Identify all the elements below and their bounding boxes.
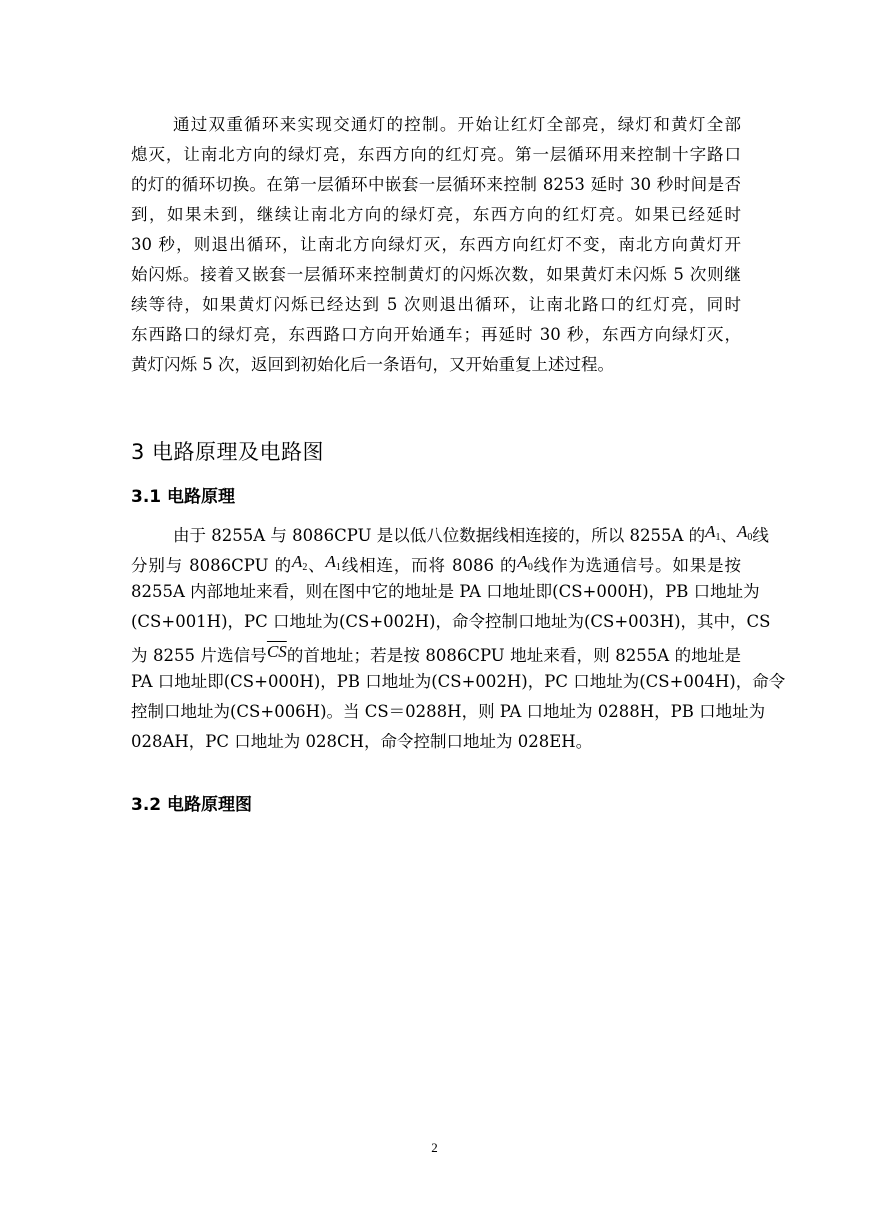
math-subscript: 2 [302,562,308,573]
math-subscript: 0 [747,532,753,543]
math-symbol [326,552,341,571]
math-symbol [292,552,307,571]
text-line: PA 口地址即(CS+000H)，PB 口地址为(CS+002H)，PC 口地址为(CS+004H)，命令 [131,672,786,691]
text-line [131,517,769,547]
math-symbol [705,522,720,541]
text-line: 30 秒，则退出循环，让南北方向绿灯灭，东西方向红灯不变，南北方向黄灯开 [131,235,741,254]
text-segment: 由于 8255A 与 8086CPU 是以低八位数据线相连接的，所以 8255A 的 [173,526,706,545]
text-line: 通过双重循环来实现交通灯的控制。开始让红灯全部亮，绿灯和黄灯全部 [173,115,741,134]
paragraph-control-logic [131,110,741,380]
text-line: 熄灭，让南北方向的绿灯亮，东西方向的红灯亮。第一层循环用来控制十字路口 [131,145,741,164]
text-line: 续等待，如果黄灯闪烁已经达到 5 次则退出循环，让南北路口的红灯亮，同时 [131,295,741,314]
text-line: 8255A 内部地址来看，则在图中它的地址是 PA 口地址即(CS+000H)，PB 口地址为 [131,582,760,601]
text-line: (CS+001H)，PC 口地址为(CS+002H)，命令控制口地址为(CS+003H)，其中，CS [131,612,771,631]
text-line: 黄灯闪烁 5 次，返回到初始化后一条语句，又开始重复上述过程。 [131,355,614,374]
text-segment: 线作为选通信号。如果是按 [532,556,742,575]
subsection-heading-3-2: 3.2 电路原理图 [131,795,253,815]
text-line: 控制口地址为(CS+006H)。当 CS＝0288H，则 PA 口地址为 0288H，PB 口地址为 [131,702,766,721]
text-segment: 分别与 8086CPU 的 [131,556,292,575]
text-segment: 为 8255 片选信号 [131,646,267,665]
text-line: 的灯的循环切换。在第一层循环中嵌套一层循环来控制 8253 延时 30 秒时间是否 [131,175,741,194]
text-segment: 、 [720,526,738,545]
chip-select-signal: $\overline{CS}$ [266,642,287,661]
text-line: 到，如果未到，继续让南北方向的绿灯亮，东西方向的红灯亮。如果已经延时 [131,205,741,224]
text-segment: 线相连，而将 8086 的 [340,556,518,575]
math-symbol [517,552,532,571]
subsection-heading-3-1: 3.1 电路原理 [131,487,236,507]
math-subscript: 1 [715,532,721,543]
text-segment: 的首地址；若是按 8086CPU 地址来看，则 8255A 的地址是 [286,646,741,665]
math-letter: A [517,552,528,571]
text-line: 始闪烁。接着又嵌套一层循环来控制黄灯的闪烁次数，如果黄灯未闪烁 5 次则继 [131,265,741,284]
paragraph-circuit-principle [131,517,786,757]
math-subscript: 1 [335,562,341,573]
text-line: 028AH，PC 口地址为 028CH，命令控制口地址为 028EH。 [131,732,593,751]
math-letter: A [291,552,303,571]
text-segment: 线 [752,526,769,545]
page-number: 2 [431,1140,438,1155]
math-symbol [737,522,752,541]
math-letter: A [705,522,716,541]
section-heading-3: 3 电路原理及电路图 [131,440,325,464]
math-letter: A [325,552,336,571]
text-line [131,637,741,667]
text-line [131,547,741,577]
text-segment: 、 [307,556,326,575]
text-line: 东西路口的绿灯亮，东西路口方向开始通车；再延时 30 秒，东西方向绿灯灭， [131,325,741,344]
math-subscript: 0 [527,562,533,573]
math-letter: A [737,522,748,541]
